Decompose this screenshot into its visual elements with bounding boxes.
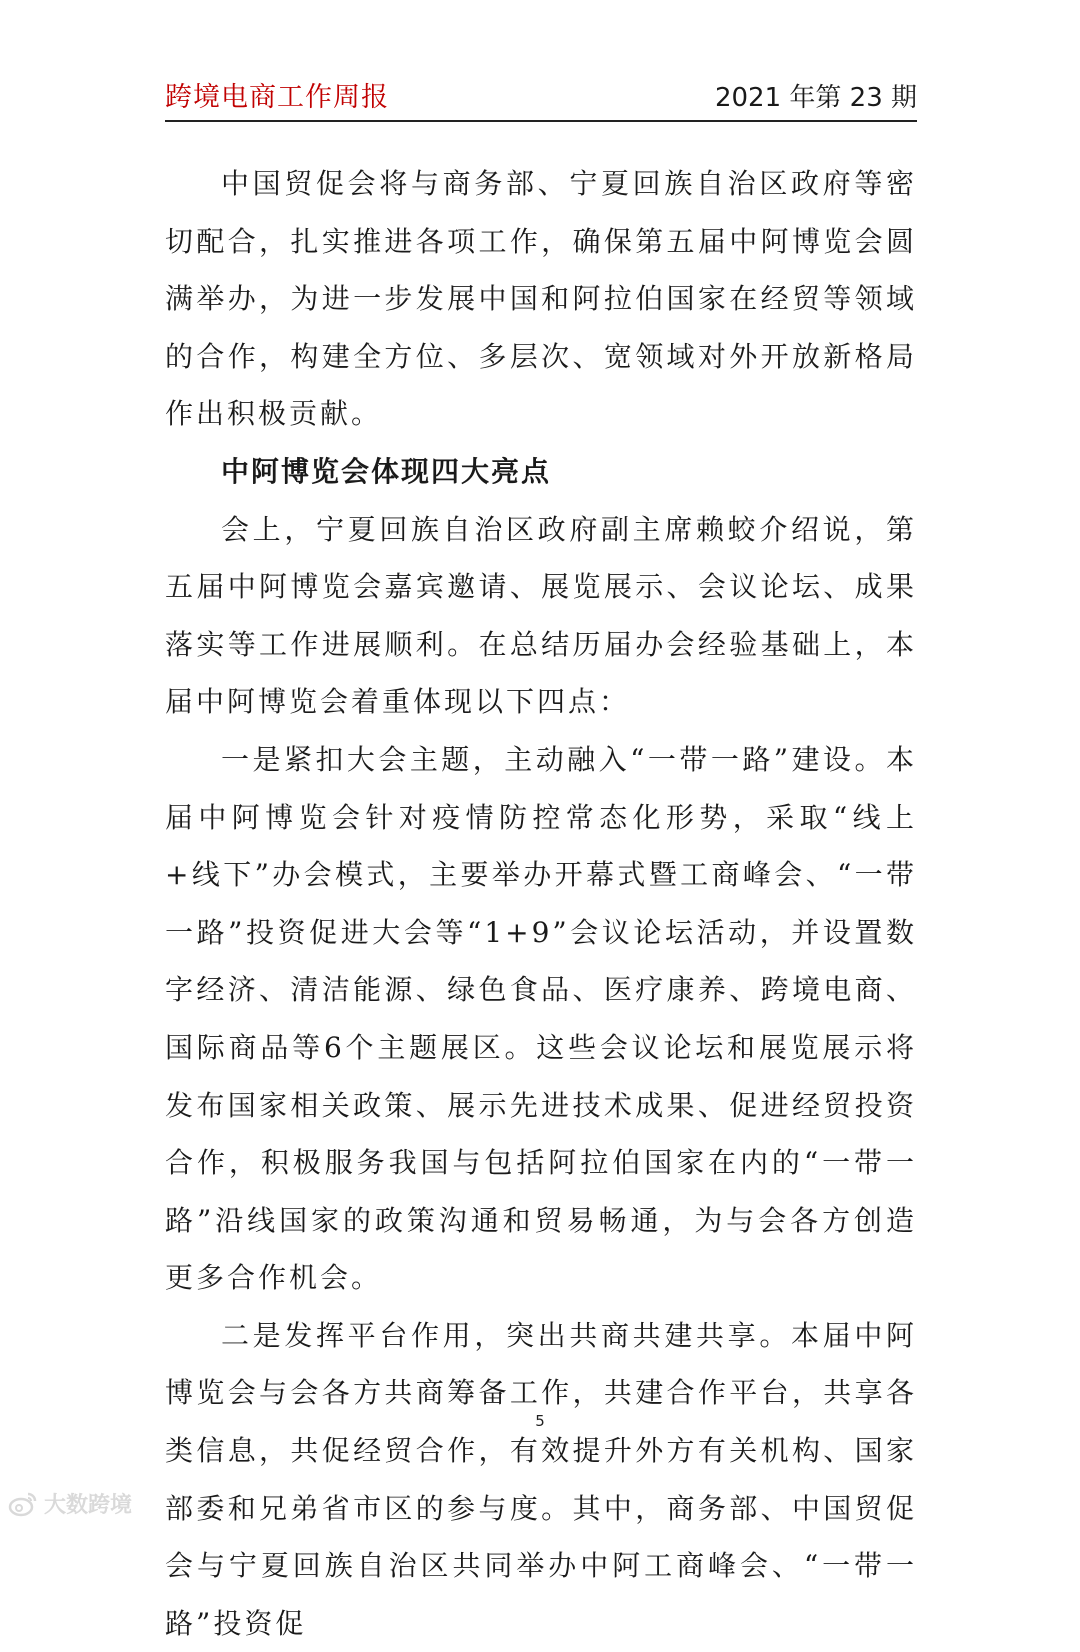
watermark — [8, 1488, 132, 1519]
report-title: 跨境电商工作周报 — [165, 82, 389, 113]
watermark-text: 大数跨境 — [44, 1493, 133, 1518]
header-divider — [165, 120, 917, 122]
page-header — [165, 74, 917, 114]
paragraph: 中国贸促会将与商务部、宁夏回族自治区政府等密切配合，扎实推进各项工作，确保第五届中阿博览会圆满举办，为进一步发展中国和阿拉伯国家在经贸等领域的合作，构建全方位、多层次、宽领域对外开放新格局作出积极贡献。 — [165, 167, 917, 431]
paragraph: 会上，宁夏回族自治区政府副主席赖蛟介绍说，第五届中阿博览会嘉宾邀请、展览展示、会议论坛、成果落实等工作进展顺利。在总结历届办会经验基础上，本届中阿博览会着重体现以下四点： — [165, 512, 917, 719]
paragraph: 二是发挥平台作用，突出共商共建共享。本届中阿博览会与会各方共商筹备工作，共建合作平台，共享各类信息，共促经贸合作，有效提升外方有关机构、国家部委和兄弟省市区的参与度。其中，商务部、中国贸促会与宁夏回族自治区共同举办中阿工商峰会、“一带一路”投资促 — [165, 1318, 917, 1640]
issue-number: 2021 年第 23 期 — [714, 83, 917, 113]
page-number: 5 — [535, 1412, 545, 1430]
weibo-icon — [8, 1491, 38, 1517]
paragraph: 一是紧扣大会主题，主动融入“一带一路”建设。本届中阿博览会针对疫情防控常态化形势，采取“线上+线下”办会模式，主要举办开幕式暨工商峰会、“一带一路”投资促进大会等“1+9”会议论坛活动，并设置数字经济、清洁能源、绿色食品、医疗康养、跨境电商、国际商品等6个主题展区。这些会议论坛和展览展示将发布国家相关政策、展示先进技术成果、促进经贸投资合作，积极服务我国与包括阿拉伯国家在内的“一带一路”沿线国家的政策沟通和贸易畅通，为与会各方创造更多合作机会。 — [165, 742, 917, 1295]
section-heading: 中阿博览会体现四大亮点 — [221, 454, 552, 488]
